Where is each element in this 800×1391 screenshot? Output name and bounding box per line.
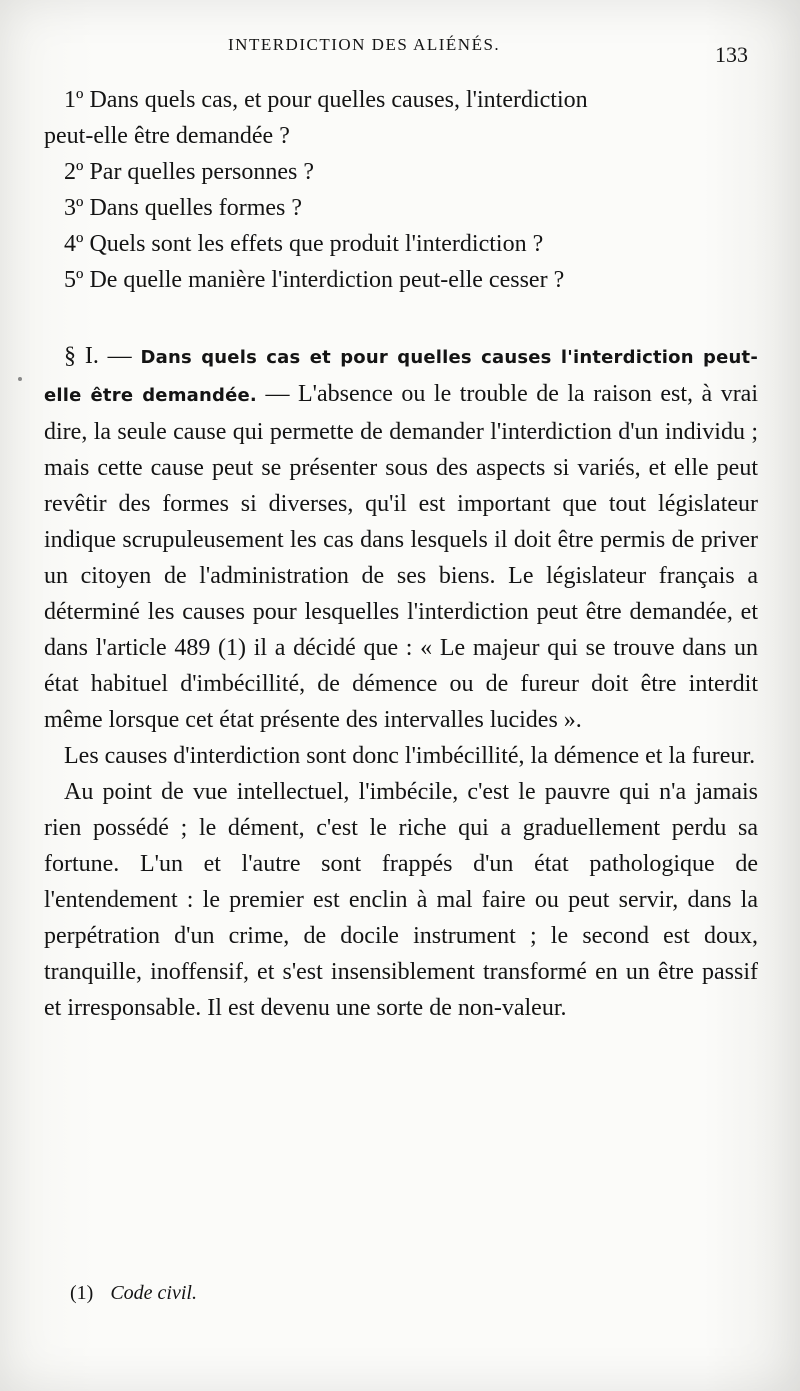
page-number: 133 bbox=[715, 42, 748, 67]
section-paragraph bbox=[44, 338, 758, 738]
question-1-continuation: peut-elle être demandée ? bbox=[44, 123, 290, 149]
running-head-title: INTERDICTION DES ALIÉNÉS. bbox=[228, 35, 501, 54]
question-1: 1º Dans quels cas, et pour quelles causes, l'interdiction bbox=[64, 87, 588, 113]
question-4: 4º Quels sont les effets que produit l'interdiction ? bbox=[64, 231, 544, 257]
footnote-text: Code civil. bbox=[110, 1282, 197, 1304]
section-label: § I. — bbox=[64, 343, 132, 369]
question-5: 5º De quelle manière l'interdiction peut-elle cesser ? bbox=[64, 267, 565, 293]
section-heading: Dans quels cas et pour quelles causes l'interdiction peut-elle être demandée. bbox=[44, 347, 758, 406]
paragraph-causes: Les causes d'interdiction sont donc l'imbécillité, la démence et la fureur. bbox=[64, 743, 756, 769]
question-3: 3º Dans quelles formes ? bbox=[64, 195, 303, 221]
paragraph-intellect: Au point de vue intellectuel, l'imbécile, c'est le pauvre qui n'a jamais rien possédé ; le dément, c'est le riche qui a graduellement perdu sa fortune. L'un et l'autre sont frappés d'un état pathologique de l'entendement : le premier est enclin à mal faire ou peut servir, dans la perpétration d'un crime, de docile instrument ; le second est doux, tranquille, inoffensif, et s'est insensiblement transformé en un être passif et irresponsable. Il est devenu une sorte de non-valeur. bbox=[44, 779, 758, 1021]
scan-speck bbox=[18, 377, 22, 381]
question-2: 2º Par quelles personnes ? bbox=[64, 159, 315, 185]
section-body bbox=[44, 338, 758, 1026]
question-list bbox=[44, 82, 758, 298]
running-head bbox=[0, 30, 800, 72]
footnote bbox=[70, 1282, 197, 1305]
section-text: — L'absence ou le trouble de la raison est, à vrai dire, la seule cause qui permette de demander l'interdiction d'un individu ; mais cette cause peut se présenter sous des aspects si variés, et elle peut revêtir des formes si diverses, qu'il est important que tout législateur indique scrupuleusement les cas dans lesquels il doit être permis de priver un citoyen de l'administration de ses biens. Le législateur français a déterminé les causes pour lesquelles l'interdiction peut être demandée, et dans l'article 489 (1) il a décidé que : « Le majeur qui se trouve dans un état habituel d'imbécillité, de démence ou de fureur doit être interdit même lorsque cet état présente des intervalles lucides ». bbox=[44, 381, 759, 733]
footnote-label: (1) bbox=[70, 1282, 94, 1304]
